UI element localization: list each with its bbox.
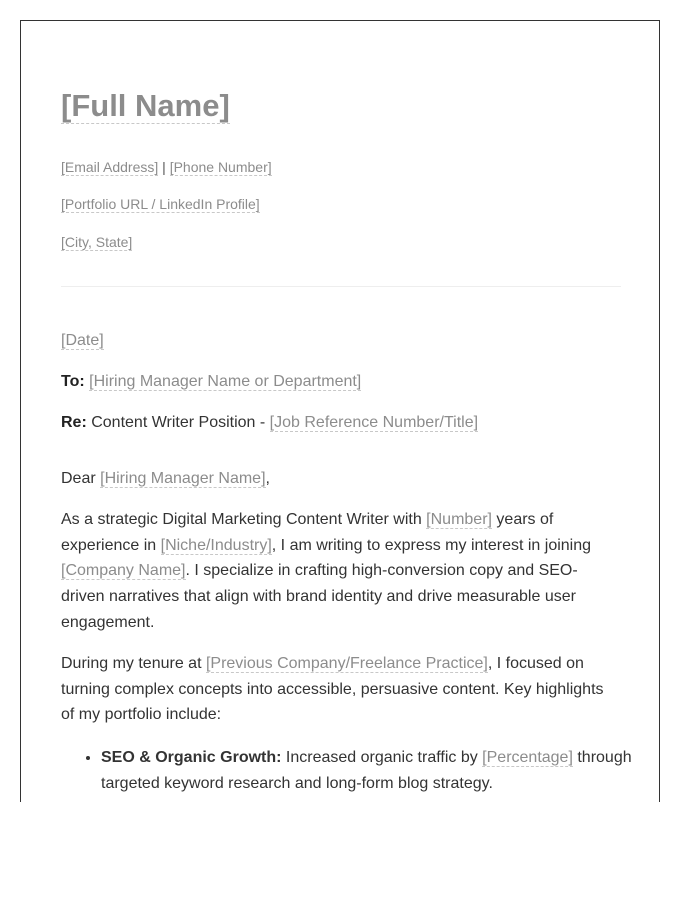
phone-placeholder[interactable]: [Phone Number]	[169, 159, 272, 175]
email-placeholder[interactable]: [Email Address]	[61, 159, 159, 175]
list-item	[101, 745, 660, 796]
letter-page	[20, 20, 660, 802]
highlight-text-2: through targeted keyword research and long-form blog strategy.	[101, 749, 632, 792]
niche-placeholder[interactable]: [Niche/Industry]	[160, 536, 272, 554]
recipient-placeholder[interactable]: [Hiring Manager Name or Department]	[89, 373, 362, 390]
location-placeholder[interactable]: [City, State]	[61, 234, 133, 250]
intro-text-2: years of experience in	[61, 511, 554, 554]
previous-company-placeholder[interactable]: [Previous Company/Freelance Practice]	[205, 655, 488, 672]
portfolio-line	[61, 195, 260, 213]
hiring-manager-placeholder[interactable]: [Hiring Manager Name]	[100, 470, 266, 487]
date-placeholder[interactable]: [Date]	[61, 332, 104, 349]
re-label: Re:	[61, 414, 87, 431]
full-name-placeholder[interactable]: [Full Name]	[61, 88, 230, 123]
header-divider	[61, 286, 621, 287]
intro-paragraph	[61, 507, 621, 636]
salutation	[61, 468, 270, 490]
intro-text-4: . I specialize in crafting high-conversion copy and SEO-driven narratives that align with brand identity and drive measurable user engagement.	[61, 562, 578, 631]
re-line	[61, 412, 478, 434]
salutation-prefix: Dear	[61, 470, 101, 487]
intro-text-3: , I am writing to express my interest in joining	[271, 536, 592, 554]
to-line	[61, 371, 361, 393]
experience-text-2: , I focused on turning complex concepts into accessible, persuasive content. Key highlights of my portfolio include:	[61, 655, 604, 724]
contact-line	[61, 158, 272, 176]
portfolio-placeholder[interactable]: [Portfolio URL / LinkedIn Profile]	[61, 196, 260, 212]
intro-text-1: As a strategic Digital Marketing Content Writer with	[61, 511, 427, 528]
company-placeholder[interactable]: [Company Name]	[61, 562, 186, 580]
job-reference-placeholder[interactable]: [Job Reference Number/Title]	[269, 414, 479, 431]
re-text: Content Writer Position -	[86, 414, 270, 431]
experience-text-1: During my tenure at	[61, 655, 206, 672]
highlights-list	[61, 745, 660, 796]
highlight-title: SEO & Organic Growth:	[101, 749, 282, 766]
experience-paragraph	[61, 651, 621, 728]
years-placeholder[interactable]: [Number]	[426, 511, 492, 528]
location-line	[61, 233, 132, 251]
date-line	[61, 330, 104, 352]
highlight-text-1: Increased organic traffic by	[281, 749, 483, 766]
contact-separator: |	[158, 159, 170, 175]
salutation-suffix: ,	[265, 470, 270, 487]
to-label: To:	[61, 373, 85, 390]
full-name-heading	[61, 87, 230, 125]
percentage-placeholder[interactable]: [Percentage]	[482, 749, 573, 766]
